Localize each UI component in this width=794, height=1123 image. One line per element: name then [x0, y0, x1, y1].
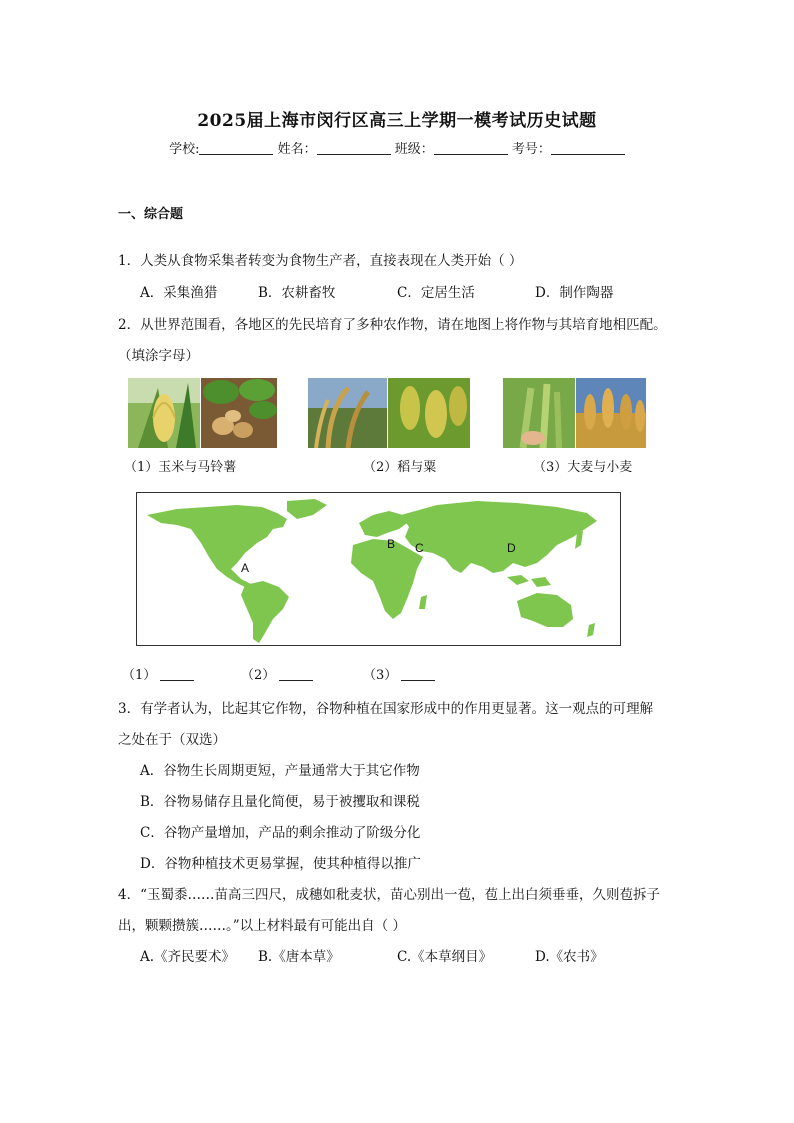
section-title: 一、综合题 — [118, 207, 184, 222]
answer-3-blank[interactable] — [401, 668, 435, 681]
q1-option-c[interactable]: C．定居生活 — [397, 285, 475, 301]
world-map-shapes — [137, 493, 620, 645]
q3-option-c[interactable]: C．谷物产量增加，产品的剩余推动了阶级分化 — [140, 825, 421, 841]
answer-2-label: （2） — [241, 668, 276, 683]
potato-photo — [201, 378, 277, 448]
q1-option-a[interactable]: A．采集渔猎 — [140, 285, 218, 301]
rice-photo — [308, 378, 387, 448]
q3-option-a[interactable]: A．谷物生长周期更短，产量通常大于其它作物 — [140, 763, 420, 779]
world-map — [136, 492, 621, 646]
answer-1-label: （1） — [122, 668, 157, 683]
question-4-stem-cont: 出，颗颗攒簇……。”以上材料最有可能出自（ ） — [118, 918, 406, 934]
map-label-b[interactable]: B — [387, 537, 396, 551]
q4-option-b[interactable]: B.《唐本草》 — [258, 949, 340, 965]
answer-2-blank[interactable] — [279, 668, 313, 681]
question-3-stem: 3．有学者认为，比起其它作物，谷物种植在国家形成中的作用更显著。这一观点的可理解 — [118, 701, 654, 717]
answer-1-blank[interactable] — [160, 668, 194, 681]
name-blank[interactable] — [317, 141, 391, 155]
number-label: 考号： — [511, 142, 551, 157]
answer-3-label: （3） — [363, 668, 398, 683]
map-label-a[interactable]: A — [241, 561, 250, 575]
barley-photo — [503, 378, 575, 448]
map-label-c[interactable]: C — [415, 541, 424, 555]
question-2-stem-cont: （填涂字母） — [118, 348, 199, 364]
q1-option-d[interactable]: D．制作陶器 — [535, 285, 614, 301]
caption-barley-wheat: （3）大麦与小麦 — [533, 460, 633, 475]
answer-3[interactable] — [363, 664, 435, 683]
q4-option-c[interactable]: C.《本草纲目》 — [397, 949, 493, 965]
caption-corn-potato: （1）玉米与马铃薯 — [124, 460, 237, 475]
school-label: 学校: — [169, 142, 200, 157]
q4-option-a[interactable]: A.《齐民要术》 — [140, 949, 236, 965]
answer-2[interactable] — [241, 664, 313, 683]
map-label-d[interactable]: D — [507, 541, 516, 555]
q3-option-d[interactable]: D．谷物种植技术更易掌握，使其种植得以推广 — [140, 856, 421, 872]
q1-option-b[interactable]: B．农耕畜牧 — [258, 285, 336, 301]
millet-photo — [388, 378, 470, 448]
question-4-stem: 4．“玉蜀黍……苗高三四尺，成穗如秕麦状，苗心别出一苞，苞上出白须垂垂，久则苞拆子 — [118, 887, 660, 903]
question-3-stem-cont: 之处在于（双选） — [118, 732, 226, 748]
name-label: 姓名： — [277, 142, 317, 157]
class-label: 班级： — [394, 142, 434, 157]
number-blank[interactable] — [551, 141, 625, 155]
student-info-line — [0, 138, 794, 157]
school-blank[interactable] — [199, 141, 273, 155]
wheat-photo — [576, 378, 646, 448]
page-title: 2025届上海市闵行区高三上学期一模考试历史试题 — [197, 111, 597, 131]
caption-rice-millet: （2）稻与粟 — [363, 460, 437, 475]
q3-option-b[interactable]: B．谷物易储存且量化简便，易于被攫取和课税 — [140, 794, 420, 810]
answer-1[interactable] — [122, 664, 194, 683]
q4-option-d[interactable]: D.《农书》 — [535, 949, 604, 965]
corn-photo — [128, 378, 200, 448]
question-2-stem: 2．从世界范围看，各地区的先民培育了多种农作物，请在地图上将作物与其培育地相匹配。 — [118, 317, 667, 333]
question-1-stem: 1．人类从食物采集者转变为食物生产者，直接表现在人类开始（ ） — [118, 253, 523, 269]
class-blank[interactable] — [434, 141, 508, 155]
